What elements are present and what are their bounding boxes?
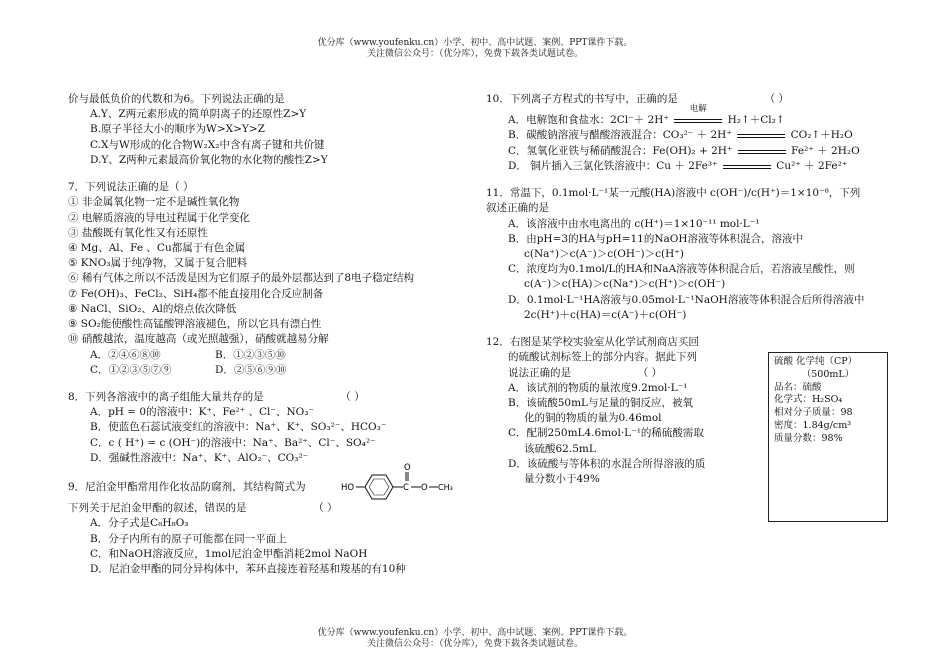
q7-option-b: B．①②③⑤⑩: [215, 348, 286, 361]
page-header: [0, 38, 950, 61]
q7-item: ⑨ SO₂能使酸性高锰酸钾溶液褪色，所以它具有漂白性: [68, 318, 322, 331]
q7-item: ⑥ 稀有气体之所以不活泼是因为它们原子的最外层都达到了8电子稳定结构: [68, 272, 415, 285]
q11-option-a: A．该溶液中由水电离出的 c(H⁺)＝1×10⁻¹¹ mol·L⁻¹: [508, 217, 760, 230]
header-line-2: 关注微信公众号：（优分库），免费下载各类试题试卷。: [366, 49, 583, 60]
q7-item: ⑧ NaCl、SiO₂、Al的熔点依次降低: [68, 302, 237, 315]
q7-item: ① 非金属氧化物一定不是碱性氧化物: [68, 196, 240, 209]
q10-option-c-left: C．氢氧化亚铁与稀硝酸混合：Fe(OH)₂ + 2H⁺: [508, 144, 733, 157]
q8-option-d: D．强碱性溶液中：Na⁺、K⁺、AlO₂⁻、CO₃²⁻: [90, 451, 309, 464]
question-7: [68, 180, 473, 378]
q10-answer-paren: （ ）: [764, 93, 789, 105]
reagent-label: [768, 352, 888, 522]
q7-item: ② 电解质溶液的导电过程属于化学变化: [68, 211, 250, 224]
q12-answer-paren: （ ）: [637, 366, 663, 379]
q7-options-row-1: [68, 348, 473, 363]
q7-option-a: A．②④⑥⑧⑩: [90, 348, 161, 361]
q11-option-b: B．由pH=3的HA与pH=11的NaOH溶液等体积混合，溶液中: [508, 232, 804, 245]
mol-c-label: C: [403, 483, 409, 493]
question-8: [68, 390, 473, 466]
q7-item: ③ 盐酸既有氧化性又有还原性: [68, 226, 208, 239]
left-column: [68, 92, 473, 577]
question-10: [486, 92, 886, 174]
reagent-mass-fraction: 质量分数：98%: [774, 432, 843, 444]
q11-stem-2: 叙述正确的是: [486, 202, 549, 215]
q8-answer-paren: （ ）: [340, 390, 365, 403]
q8-option-c: C．c ( H⁺) = c (OH⁻)的溶液中：Na⁺、Ba²⁺、Cl⁻、SO₄²⁻: [90, 436, 376, 449]
q9-stem: 9．尼泊金甲酯常用作化妆品防腐剂，其结构简式为: [68, 481, 306, 494]
equals-sign: [736, 145, 788, 157]
q9-stem2: 下列关于尼泊金甲酯的叙述，错误的是: [68, 502, 247, 515]
q9-option-a: A．分子式是C₈H₈O₃: [90, 517, 189, 530]
q10-option-a-left: A．电解饱和食盐水：2Cl⁻＋ 2H⁺: [508, 114, 669, 127]
q12-option-d-cont: 量分数小于49%: [524, 473, 600, 486]
header-line-1: 优分库（www.youfenku.cn）小学、初中、高中试题、案例、PPT课件下载。: [317, 38, 633, 48]
electrolysis-arrow: [672, 104, 724, 126]
q12-option-a: A．该试剂的物质的量浓度9.2mol·L⁻¹: [508, 381, 688, 394]
q10-option-a: [486, 104, 886, 128]
q6-option-b: B.原子半径大小的顺序为W>X>Y>Z: [90, 123, 265, 136]
reagent-title: 硫酸 化学纯（CP）: [774, 356, 858, 367]
q6-option-a: A.Y、Z两元素形成的简单阴离子的还原性Z>Y: [90, 108, 307, 121]
question-11: [486, 186, 886, 323]
methylparaben-structure: [341, 462, 459, 502]
q8-option-a: A．pH = 0的溶液中：K⁺、Fe²⁺ 、Cl⁻、NO₃⁻: [90, 406, 314, 419]
reagent-volume: （500mL）: [801, 368, 855, 380]
q9-answer-paren: （ ）: [313, 502, 338, 515]
q11-option-b-cont: c(Na⁺)＞c(A⁻)＞c(OH⁻)＞c(H⁺): [524, 247, 684, 260]
reagent-molar-mass: 相对分子质量：98: [774, 407, 853, 419]
q9-option-b: B．分子内所有的原子可能都在同一平面上: [90, 532, 287, 545]
mol-ch3-label: CH₃: [438, 483, 453, 492]
q10-option-b: [486, 128, 886, 143]
equals-sign: [721, 160, 773, 172]
q12-stem-3: 说法正确的是: [508, 366, 571, 379]
q11-stem-1: 11．常温下，0.1mol·L⁻¹某一元酸(HA)溶液中 c(OH⁻)/c(H⁺)＝1×10⁻⁸，下列: [486, 187, 861, 200]
q10-option-d: [486, 159, 886, 174]
q11-option-d-cont: 2c(H⁺)＋c(HA)＝c(A⁻)＋c(OH⁻): [524, 308, 687, 321]
q7-item: ⑤ KNO₃属于纯净物，又属于复合肥料: [68, 257, 248, 270]
mol-ho-label: HO: [341, 483, 355, 493]
q12-stem-1: 12．右图是某学校实验室从化学试剂商店买回: [486, 336, 699, 349]
reagent-name: 品名：硫酸: [774, 381, 822, 393]
q12-option-c-cont: 该硫酸62.5mL: [524, 442, 596, 455]
q7-item: ⑦ Fe(OH)₃、FeCl₂、SiH₄都不能直接用化合反应制备: [68, 287, 324, 300]
q10-stem: 10．下列离子方程式的书写中，正确的是: [486, 93, 678, 105]
q12-option-d: D．该硫酸与等体积的水混合所得溶液的质: [508, 457, 706, 470]
page-footer: [0, 628, 950, 651]
q10-option-c-right: Fe²⁺ ＋ 2H₂O: [791, 144, 860, 157]
q10-option-c: [486, 144, 886, 159]
q11-option-c-cont: c(A⁻)＞c(HA)＞c(Na⁺)＞c(H⁺)＞c(OH⁻): [524, 278, 726, 291]
q11-option-c: C．浓度均为0.1mol/L的HA和NaA溶液等体积混合后，若溶液呈酸性，则: [508, 263, 855, 276]
q12-option-b-cont: 化的铜的物质的量为0.46mol: [524, 412, 662, 425]
q12-option-b: B．该硫酸50mL与足量的铜反应，被氧: [508, 396, 694, 409]
q7-item: ⑩ 硝酸越浓，温度越高（或光照越强），硝酸就越易分解: [68, 333, 329, 346]
electrolysis-label: 电解: [689, 104, 707, 115]
q9-option-d: D．尼泊金甲酯的同分异构体中，苯环直接连着羟基和羧基的有10种: [90, 563, 406, 576]
q7-stem: 7．下列说法正确的是（ ）: [68, 181, 194, 194]
equals-sign: [735, 129, 787, 141]
q7-option-c: C．①②③⑤⑦⑨: [90, 363, 172, 376]
q12-stem-2: 的硫酸试剂标签上的部分内容。据此下列: [508, 351, 697, 364]
q10-option-b-left: B．碳酸钠溶液与醋酸溶液混合：CO₃²⁻ ＋ 2H⁺: [508, 129, 732, 142]
q10-option-b-right: CO₂↑＋H₂O: [790, 129, 853, 142]
q9-option-c: C．和NaOH溶液反应，1mol尼泊金甲酯消耗2mol NaOH: [90, 547, 368, 560]
q12-option-c: C．配制250mL4.6mol·L⁻¹的稀硫酸需取: [508, 427, 704, 440]
mol-o-label: O: [421, 483, 428, 493]
reagent-formula: 化学式：H₂SO₄: [774, 394, 843, 406]
q6-option-c: C.X与W形成的化合物W₂X₂中含有离子键和共价键: [90, 138, 325, 151]
q10-option-d-right: Cu²⁺ ＋ 2Fe²⁺: [776, 159, 848, 172]
q8-stem-row: [68, 390, 473, 405]
q8-stem: 8．下列各溶液中的离子组能大量共存的是: [68, 390, 264, 403]
q10-option-d-left: D． 铜片插入三氯化铁溶液中：Cu ＋ 2Fe³⁺: [508, 159, 718, 172]
q11-option-d: D．0.1mol·L⁻¹HA溶液与0.05mol·L⁻¹NaOH溶液等体积混合后所得溶液中: [508, 293, 865, 306]
footer-line-1: 优分库（www.youfenku.cn）小学、初中、高中试题、案例、PPT课件下载。: [317, 628, 633, 638]
q9-stem2-row: [68, 501, 473, 516]
q7-option-d: D．②⑤⑥⑨⑩: [215, 363, 287, 376]
reagent-density: 密度：1.84g/cm³: [774, 420, 852, 432]
mol-o-top-label: O: [404, 463, 411, 473]
q7-options-row-2: [68, 363, 473, 378]
q8-option-b: B．使蓝色石蕊试液变红的溶液中：Na⁺、K⁺、SO₃²⁻、HCO₃⁻: [90, 421, 387, 434]
q10-option-a-right: H₂↑＋Cl₂↑: [727, 114, 785, 127]
q6-stem: 价与最低负价的代数和为6。下列说法正确的是: [68, 93, 285, 105]
question-6-continued: [68, 92, 473, 168]
q7-item: ④ Mg、Al、Fe 、Cu都属于有色金属: [68, 241, 246, 254]
footer-line-2: 关注微信公众号：（优分库），免费下载各类试题试卷。: [366, 639, 583, 650]
q6-option-d: D.Y、Z两种元素最高价氧化物的水化物的酸性Z>Y: [90, 153, 328, 166]
